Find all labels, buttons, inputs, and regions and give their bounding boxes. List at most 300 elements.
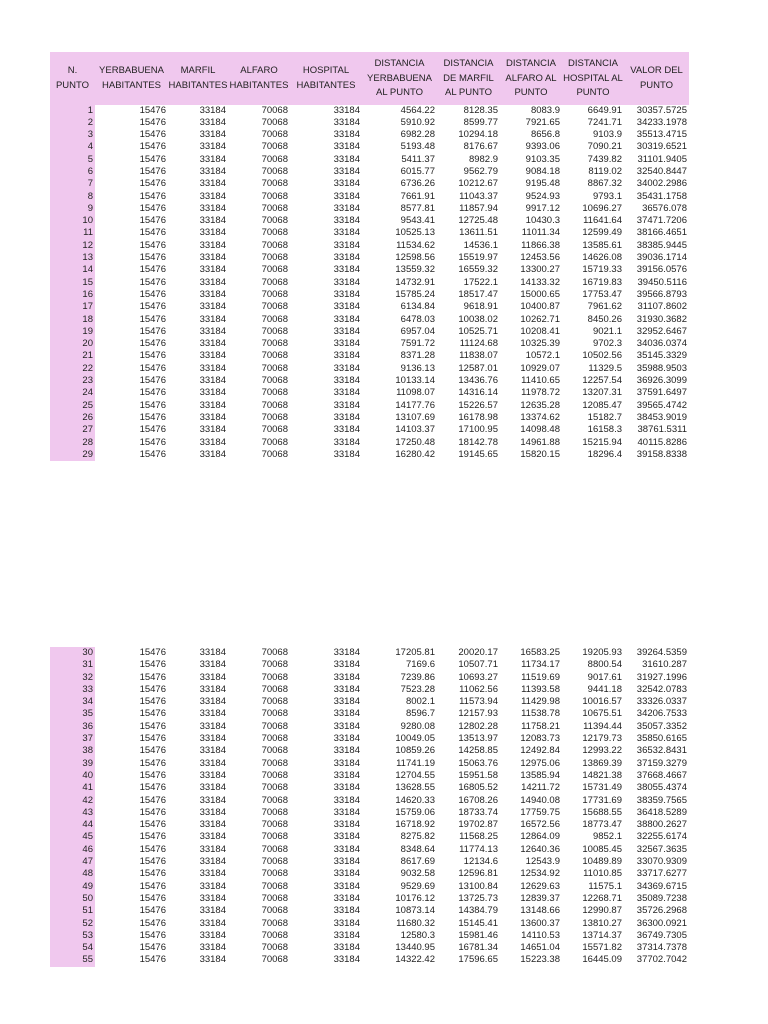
cell-yerbabuena-habitantes: 15476 <box>139 757 166 769</box>
cell-n-punto: 32 <box>50 672 95 684</box>
cell-distancia-hospital: 9793.1 <box>592 190 622 202</box>
cell-yerbabuena-habitantes: 15476 <box>139 153 166 165</box>
cell-distancia-yerbabuena: 13440.95 <box>395 942 435 954</box>
cell-hospital-habitantes: 33184 <box>333 757 360 769</box>
cell-hospital-habitantes: 33184 <box>333 104 360 116</box>
cell-marfil-habitantes: 33184 <box>199 843 226 855</box>
cell-n-punto: 30 <box>50 647 95 659</box>
cell-alfaro-habitantes: 70068 <box>261 264 288 276</box>
cell-alfaro-habitantes: 70068 <box>261 819 288 831</box>
cell-distancia-marfil: 16708.26 <box>458 794 498 806</box>
cell-distancia-hospital: 10085.45 <box>582 843 622 855</box>
cell-distancia-marfil: 10038.02 <box>458 313 498 325</box>
table-row <box>50 647 689 659</box>
cell-valor-del-punto: 30319.6521 <box>636 141 687 153</box>
cell-alfaro-habitantes: 70068 <box>261 424 288 436</box>
cell-n-punto: 50 <box>50 893 95 905</box>
cell-valor-del-punto: 34036.0374 <box>636 338 687 350</box>
cell-distancia-yerbabuena: 17250.48 <box>395 436 435 448</box>
cell-alfaro-habitantes: 70068 <box>261 375 288 387</box>
cell-distancia-marfil: 18517.47 <box>458 288 498 300</box>
cell-n-punto: 53 <box>50 930 95 942</box>
cell-distancia-marfil: 12134.6 <box>463 856 498 868</box>
table-row <box>50 819 689 831</box>
cell-hospital-habitantes: 33184 <box>333 448 360 460</box>
table-row <box>50 437 689 449</box>
cell-distancia-yerbabuena: 9032.58 <box>400 868 435 880</box>
cell-alfaro-habitantes: 70068 <box>261 350 288 362</box>
header-n-punto: N. PUNTO <box>50 52 95 105</box>
cell-distancia-yerbabuena: 9136.13 <box>400 362 435 374</box>
cell-distancia-marfil: 11043.37 <box>459 190 498 202</box>
cell-distancia-alfaro: 11734.17 <box>521 659 560 671</box>
cell-hospital-habitantes: 33184 <box>333 683 360 695</box>
table-row <box>50 954 689 966</box>
cell-alfaro-habitantes: 70068 <box>261 190 288 202</box>
cell-marfil-habitantes: 33184 <box>199 411 226 423</box>
cell-yerbabuena-habitantes: 15476 <box>139 129 166 141</box>
cell-distancia-yerbabuena: 16280.42 <box>395 448 435 460</box>
cell-distancia-hospital: 12993.22 <box>582 745 622 757</box>
cell-distancia-marfil: 14258.85 <box>458 745 498 757</box>
cell-alfaro-habitantes: 70068 <box>261 843 288 855</box>
cell-distancia-marfil: 8176.67 <box>463 141 498 153</box>
cell-distancia-hospital: 16445.09 <box>582 954 622 966</box>
cell-distancia-alfaro: 10262.71 <box>520 313 560 325</box>
cell-distancia-hospital: 9017.61 <box>587 671 622 683</box>
cell-hospital-habitantes: 33184 <box>333 868 360 880</box>
cell-distancia-alfaro: 15820.15 <box>520 448 560 460</box>
cell-yerbabuena-habitantes: 15476 <box>139 436 166 448</box>
cell-alfaro-habitantes: 70068 <box>261 153 288 165</box>
cell-distancia-marfil: 19702.87 <box>458 819 498 831</box>
cell-distancia-marfil: 13513.97 <box>458 733 498 745</box>
cell-marfil-habitantes: 33184 <box>199 165 226 177</box>
table-row <box>50 326 689 338</box>
cell-distancia-alfaro: 9393.06 <box>525 141 560 153</box>
cell-valor-del-punto: 36576.078 <box>642 202 687 214</box>
cell-yerbabuena-habitantes: 15476 <box>139 892 166 904</box>
cell-alfaro-habitantes: 70068 <box>261 745 288 757</box>
cell-alfaro-habitantes: 70068 <box>261 659 288 671</box>
cell-n-punto: 12 <box>50 240 95 252</box>
cell-valor-del-punto: 39158.8338 <box>636 448 687 460</box>
cell-alfaro-habitantes: 70068 <box>261 880 288 892</box>
cell-distancia-hospital: 9103.9 <box>592 129 622 141</box>
cell-valor-del-punto: 39264.5359 <box>636 647 687 658</box>
cell-distancia-alfaro: 14651.04 <box>520 942 560 954</box>
cell-distancia-hospital: 11329.5 <box>588 362 622 374</box>
table-row <box>50 856 689 868</box>
cell-alfaro-habitantes: 70068 <box>261 831 288 843</box>
cell-marfil-habitantes: 33184 <box>199 757 226 769</box>
cell-marfil-habitantes: 33184 <box>199 954 226 966</box>
cell-distancia-hospital: 16158.3 <box>587 424 622 436</box>
table-row <box>50 918 689 930</box>
table-row <box>50 191 689 203</box>
table-row <box>50 672 689 684</box>
table-row <box>50 412 689 424</box>
cell-hospital-habitantes: 33184 <box>333 190 360 202</box>
cell-distancia-hospital: 7090.21 <box>587 141 622 153</box>
cell-distancia-yerbabuena: 15785.24 <box>395 288 435 300</box>
cell-n-punto: 43 <box>50 807 95 819</box>
cell-distancia-alfaro: 10430.3 <box>525 215 560 227</box>
cell-hospital-habitantes: 33184 <box>333 954 360 966</box>
cell-valor-del-punto: 33070.9309 <box>636 856 687 868</box>
cell-yerbabuena-habitantes: 15476 <box>139 905 166 917</box>
cell-hospital-habitantes: 33184 <box>333 806 360 818</box>
cell-yerbabuena-habitantes: 15476 <box>139 215 166 227</box>
cell-distancia-hospital: 18773.47 <box>582 819 622 831</box>
table-row <box>50 893 689 905</box>
cell-distancia-alfaro: 11538.78 <box>521 708 560 720</box>
cell-valor-del-punto: 35850.6165 <box>636 733 687 745</box>
cell-n-punto: 2 <box>50 117 95 129</box>
table-row <box>50 314 689 326</box>
cell-distancia-yerbabuena: 8371.28 <box>400 350 435 362</box>
cell-distancia-marfil: 8599.77 <box>463 116 498 128</box>
cell-n-punto: 51 <box>50 905 95 917</box>
cell-marfil-habitantes: 33184 <box>199 399 226 411</box>
cell-hospital-habitantes: 33184 <box>333 129 360 141</box>
cell-n-punto: 4 <box>50 141 95 153</box>
cell-alfaro-habitantes: 70068 <box>261 227 288 239</box>
cell-distancia-marfil: 17100.95 <box>458 424 498 436</box>
cell-distancia-alfaro: 9195.48 <box>525 178 560 190</box>
cell-distancia-hospital: 11010.85 <box>583 868 622 880</box>
cell-distancia-alfaro: 13585.94 <box>520 769 560 781</box>
cell-n-punto: 17 <box>50 301 95 313</box>
cell-hospital-habitantes: 33184 <box>333 252 360 264</box>
cell-hospital-habitantes: 33184 <box>333 942 360 954</box>
cell-yerbabuena-habitantes: 15476 <box>139 178 166 190</box>
header-row <box>50 52 689 105</box>
table-row <box>50 696 689 708</box>
cell-alfaro-habitantes: 70068 <box>261 905 288 917</box>
cell-hospital-habitantes: 33184 <box>333 399 360 411</box>
cell-hospital-habitantes: 33184 <box>333 239 360 251</box>
cell-n-punto: 14 <box>50 264 95 276</box>
cell-distancia-marfil: 15063.76 <box>458 757 498 769</box>
cell-distancia-marfil: 13100.84 <box>458 880 498 892</box>
cell-distancia-marfil: 11838.07 <box>459 350 498 362</box>
cell-distancia-marfil: 12725.48 <box>458 215 498 227</box>
cell-yerbabuena-habitantes: 15476 <box>139 399 166 411</box>
table-row <box>50 868 689 880</box>
cell-distancia-yerbabuena: 7239.86 <box>400 671 435 683</box>
cell-alfaro-habitantes: 70068 <box>261 892 288 904</box>
table-row <box>50 375 689 387</box>
cell-n-punto: 34 <box>50 696 95 708</box>
cell-yerbabuena-habitantes: 15476 <box>139 350 166 362</box>
cell-distancia-alfaro: 12864.09 <box>520 831 560 843</box>
cell-n-punto: 42 <box>50 795 95 807</box>
cell-hospital-habitantes: 33184 <box>333 819 360 831</box>
cell-distancia-yerbabuena: 10525.13 <box>395 227 435 239</box>
cell-alfaro-habitantes: 70068 <box>261 141 288 153</box>
cell-n-punto: 24 <box>50 387 95 399</box>
cell-distancia-yerbabuena: 10873.14 <box>395 905 435 917</box>
cell-yerbabuena-habitantes: 15476 <box>139 942 166 954</box>
cell-yerbabuena-habitantes: 15476 <box>139 202 166 214</box>
cell-distancia-yerbabuena: 9543.41 <box>400 215 435 227</box>
cell-distancia-alfaro: 12635.28 <box>520 399 560 411</box>
cell-valor-del-punto: 34206.7533 <box>636 708 687 720</box>
cell-hospital-habitantes: 33184 <box>333 165 360 177</box>
cell-distancia-marfil: 12587.01 <box>458 362 498 374</box>
cell-distancia-yerbabuena: 6478.03 <box>400 313 435 325</box>
table-row <box>50 844 689 856</box>
cell-distancia-alfaro: 14098.48 <box>520 424 560 436</box>
cell-hospital-habitantes: 33184 <box>333 313 360 325</box>
cell-alfaro-habitantes: 70068 <box>261 301 288 313</box>
cell-valor-del-punto: 38055.4374 <box>636 782 687 794</box>
cell-valor-del-punto: 32540.8447 <box>636 165 687 177</box>
cell-n-punto: 10 <box>50 215 95 227</box>
cell-valor-del-punto: 39156.0576 <box>636 264 687 276</box>
cell-yerbabuena-habitantes: 15476 <box>139 116 166 128</box>
cell-hospital-habitantes: 33184 <box>333 288 360 300</box>
cell-marfil-habitantes: 33184 <box>199 819 226 831</box>
cell-distancia-alfaro: 11011.34 <box>521 227 560 239</box>
cell-distancia-alfaro: 13374.62 <box>520 411 560 423</box>
cell-distancia-yerbabuena: 10049.05 <box>395 733 435 745</box>
cell-distancia-yerbabuena: 8596.7 <box>405 708 435 720</box>
cell-distancia-hospital: 8450.26 <box>587 313 622 325</box>
cell-distancia-alfaro: 14211.72 <box>521 782 560 794</box>
cell-distancia-hospital: 9702.3 <box>592 338 622 350</box>
header-alfaro-habitantes: ALFARO HABITANTES <box>228 52 290 105</box>
data-table-bottom <box>50 647 689 967</box>
cell-hospital-habitantes: 33184 <box>333 905 360 917</box>
cell-distancia-hospital: 12268.71 <box>582 892 622 904</box>
cell-hospital-habitantes: 33184 <box>333 276 360 288</box>
cell-distancia-yerbabuena: 13559.32 <box>395 264 435 276</box>
cell-alfaro-habitantes: 70068 <box>261 696 288 708</box>
cell-distancia-yerbabuena: 6134.84 <box>400 301 435 313</box>
cell-marfil-habitantes: 33184 <box>199 362 226 374</box>
cell-yerbabuena-habitantes: 15476 <box>139 831 166 843</box>
cell-n-punto: 27 <box>50 424 95 436</box>
table-row <box>50 684 689 696</box>
cell-distancia-alfaro: 11429.98 <box>521 696 560 708</box>
table-body-bottom <box>50 647 689 967</box>
cell-valor-del-punto: 36300.0921 <box>636 917 687 929</box>
cell-hospital-habitantes: 33184 <box>333 880 360 892</box>
cell-yerbabuena-habitantes: 15476 <box>139 325 166 337</box>
cell-distancia-yerbabuena: 8577.81 <box>400 202 435 214</box>
cell-distancia-hospital: 7241.71 <box>587 116 622 128</box>
cell-valor-del-punto: 33326.0337 <box>636 696 687 708</box>
cell-hospital-habitantes: 33184 <box>333 202 360 214</box>
cell-alfaro-habitantes: 70068 <box>261 276 288 288</box>
cell-marfil-habitantes: 33184 <box>199 313 226 325</box>
cell-n-punto: 49 <box>50 881 95 893</box>
cell-alfaro-habitantes: 70068 <box>261 325 288 337</box>
cell-hospital-habitantes: 33184 <box>333 769 360 781</box>
cell-hospital-habitantes: 33184 <box>333 350 360 362</box>
cell-yerbabuena-habitantes: 15476 <box>139 301 166 313</box>
cell-alfaro-habitantes: 70068 <box>261 856 288 868</box>
cell-distancia-yerbabuena: 11741.19 <box>396 757 435 769</box>
cell-distancia-marfil: 8128.35 <box>463 104 498 116</box>
table-row <box>50 105 689 117</box>
cell-distancia-marfil: 11573.94 <box>459 696 498 708</box>
cell-distancia-alfaro: 11978.72 <box>521 387 560 399</box>
cell-distancia-marfil: 14384.79 <box>458 905 498 917</box>
cell-valor-del-punto: 32952.6467 <box>636 325 687 337</box>
cell-alfaro-habitantes: 70068 <box>261 239 288 251</box>
table-row <box>50 659 689 671</box>
cell-distancia-hospital: 11394.44 <box>583 720 622 732</box>
table-row <box>50 129 689 141</box>
cell-distancia-marfil: 13725.73 <box>458 892 498 904</box>
cell-marfil-habitantes: 33184 <box>199 301 226 313</box>
cell-marfil-habitantes: 33184 <box>199 696 226 708</box>
cell-distancia-alfaro: 12543.9 <box>525 856 560 868</box>
cell-distancia-yerbabuena: 7591.72 <box>400 338 435 350</box>
header-distancia-alfaro: DISTANCIA ALFARO AL PUNTO <box>500 52 562 105</box>
cell-valor-del-punto: 33717.6277 <box>636 868 687 880</box>
cell-yerbabuena-habitantes: 15476 <box>139 276 166 288</box>
cell-valor-del-punto: 36749.7305 <box>636 929 687 941</box>
cell-marfil-habitantes: 33184 <box>199 104 226 116</box>
cell-alfaro-habitantes: 70068 <box>261 671 288 683</box>
cell-distancia-marfil: 17522.1 <box>463 276 498 288</box>
cell-distancia-marfil: 12596.81 <box>458 868 498 880</box>
cell-alfaro-habitantes: 70068 <box>261 129 288 141</box>
cell-distancia-alfaro: 14940.08 <box>520 794 560 806</box>
cell-distancia-alfaro: 10325.39 <box>520 338 560 350</box>
cell-marfil-habitantes: 33184 <box>199 782 226 794</box>
cell-distancia-hospital: 10696.27 <box>582 202 622 214</box>
cell-distancia-marfil: 15951.58 <box>458 769 498 781</box>
cell-distancia-yerbabuena: 4564.22 <box>400 104 435 116</box>
cell-distancia-yerbabuena: 5193.48 <box>400 141 435 153</box>
cell-marfil-habitantes: 33184 <box>199 129 226 141</box>
cell-valor-del-punto: 31107.8602 <box>637 301 687 313</box>
cell-distancia-alfaro: 9917.12 <box>525 202 560 214</box>
cell-valor-del-punto: 40115.8286 <box>637 436 687 448</box>
table-row <box>50 905 689 917</box>
table-row <box>50 363 689 375</box>
cell-n-punto: 11 <box>50 227 95 239</box>
cell-n-punto: 37 <box>50 733 95 745</box>
cell-n-punto: 46 <box>50 844 95 856</box>
cell-marfil-habitantes: 33184 <box>199 733 226 745</box>
cell-distancia-hospital: 12257.54 <box>582 375 622 387</box>
cell-distancia-marfil: 10693.27 <box>458 671 498 683</box>
cell-alfaro-habitantes: 70068 <box>261 288 288 300</box>
cell-hospital-habitantes: 33184 <box>333 794 360 806</box>
cell-n-punto: 5 <box>50 154 95 166</box>
cell-hospital-habitantes: 33184 <box>333 411 360 423</box>
cell-distancia-marfil: 16559.32 <box>458 264 498 276</box>
cell-distancia-marfil: 18733.74 <box>458 806 498 818</box>
cell-n-punto: 36 <box>50 721 95 733</box>
cell-valor-del-punto: 31930.3682 <box>636 313 687 325</box>
cell-valor-del-punto: 36418.5289 <box>636 806 687 818</box>
cell-distancia-yerbabuena: 8002.1 <box>405 696 435 708</box>
table-row <box>50 942 689 954</box>
cell-distancia-yerbabuena: 8617.69 <box>400 856 435 868</box>
header-marfil-habitantes: MARFIL HABITANTES <box>168 52 228 105</box>
cell-yerbabuena-habitantes: 15476 <box>139 375 166 387</box>
cell-marfil-habitantes: 33184 <box>199 252 226 264</box>
cell-distancia-yerbabuena: 10133.14 <box>395 375 435 387</box>
cell-n-punto: 16 <box>50 289 95 301</box>
table-row <box>50 178 689 190</box>
cell-distancia-yerbabuena: 11098.07 <box>396 387 435 399</box>
cell-hospital-habitantes: 33184 <box>333 843 360 855</box>
cell-marfil-habitantes: 33184 <box>199 264 226 276</box>
cell-distancia-hospital: 17753.47 <box>582 288 622 300</box>
cell-marfil-habitantes: 33184 <box>199 375 226 387</box>
cell-distancia-yerbabuena: 11534.62 <box>396 239 435 251</box>
cell-marfil-habitantes: 33184 <box>199 239 226 251</box>
cell-distancia-alfaro: 12839.37 <box>520 892 560 904</box>
cell-valor-del-punto: 39566.8793 <box>636 288 687 300</box>
cell-yerbabuena-habitantes: 15476 <box>139 362 166 374</box>
cell-distancia-marfil: 13611.51 <box>459 227 498 239</box>
cell-distancia-alfaro: 11519.69 <box>521 671 560 683</box>
cell-distancia-yerbabuena: 14103.37 <box>395 424 435 436</box>
table-row <box>50 289 689 301</box>
cell-marfil-habitantes: 33184 <box>199 116 226 128</box>
cell-marfil-habitantes: 33184 <box>199 424 226 436</box>
table-row <box>50 203 689 215</box>
cell-marfil-habitantes: 33184 <box>199 659 226 671</box>
cell-marfil-habitantes: 33184 <box>199 708 226 720</box>
cell-valor-del-punto: 36926.3099 <box>636 375 687 387</box>
cell-distancia-hospital: 7439.82 <box>587 153 622 165</box>
cell-marfil-habitantes: 33184 <box>199 276 226 288</box>
cell-distancia-alfaro: 9084.18 <box>525 165 560 177</box>
cell-valor-del-punto: 35145.3329 <box>636 350 687 362</box>
cell-distancia-hospital: 8867.32 <box>587 178 622 190</box>
cell-marfil-habitantes: 33184 <box>199 769 226 781</box>
cell-distancia-alfaro: 16572.56 <box>520 819 560 831</box>
header-hospital-habitantes: HOSPITAL HABITANTES <box>290 52 362 105</box>
table-row <box>50 227 689 239</box>
table-row <box>50 795 689 807</box>
cell-marfil-habitantes: 33184 <box>199 387 226 399</box>
cell-distancia-marfil: 8982.9 <box>468 153 498 165</box>
cell-alfaro-habitantes: 70068 <box>261 708 288 720</box>
cell-distancia-alfaro: 16583.25 <box>520 647 560 658</box>
cell-valor-del-punto: 35057.3352 <box>636 720 687 732</box>
cell-valor-del-punto: 34369.6715 <box>636 880 687 892</box>
cell-marfil-habitantes: 33184 <box>199 794 226 806</box>
cell-valor-del-punto: 35431.1758 <box>636 190 687 202</box>
table-row <box>50 831 689 843</box>
cell-distancia-hospital: 9021.1 <box>592 325 622 337</box>
table-row <box>50 770 689 782</box>
cell-distancia-yerbabuena: 14322.42 <box>395 954 435 966</box>
cell-yerbabuena-habitantes: 15476 <box>139 708 166 720</box>
table-row <box>50 881 689 893</box>
table-row <box>50 141 689 153</box>
cell-distancia-alfaro: 10572.1 <box>525 350 560 362</box>
cell-valor-del-punto: 35089.7238 <box>636 892 687 904</box>
cell-distancia-hospital: 13869.39 <box>582 757 622 769</box>
cell-marfil-habitantes: 33184 <box>199 448 226 460</box>
cell-valor-del-punto: 35988.9503 <box>636 362 687 374</box>
cell-n-punto: 28 <box>50 437 95 449</box>
cell-alfaro-habitantes: 70068 <box>261 338 288 350</box>
cell-n-punto: 1 <box>50 105 95 117</box>
